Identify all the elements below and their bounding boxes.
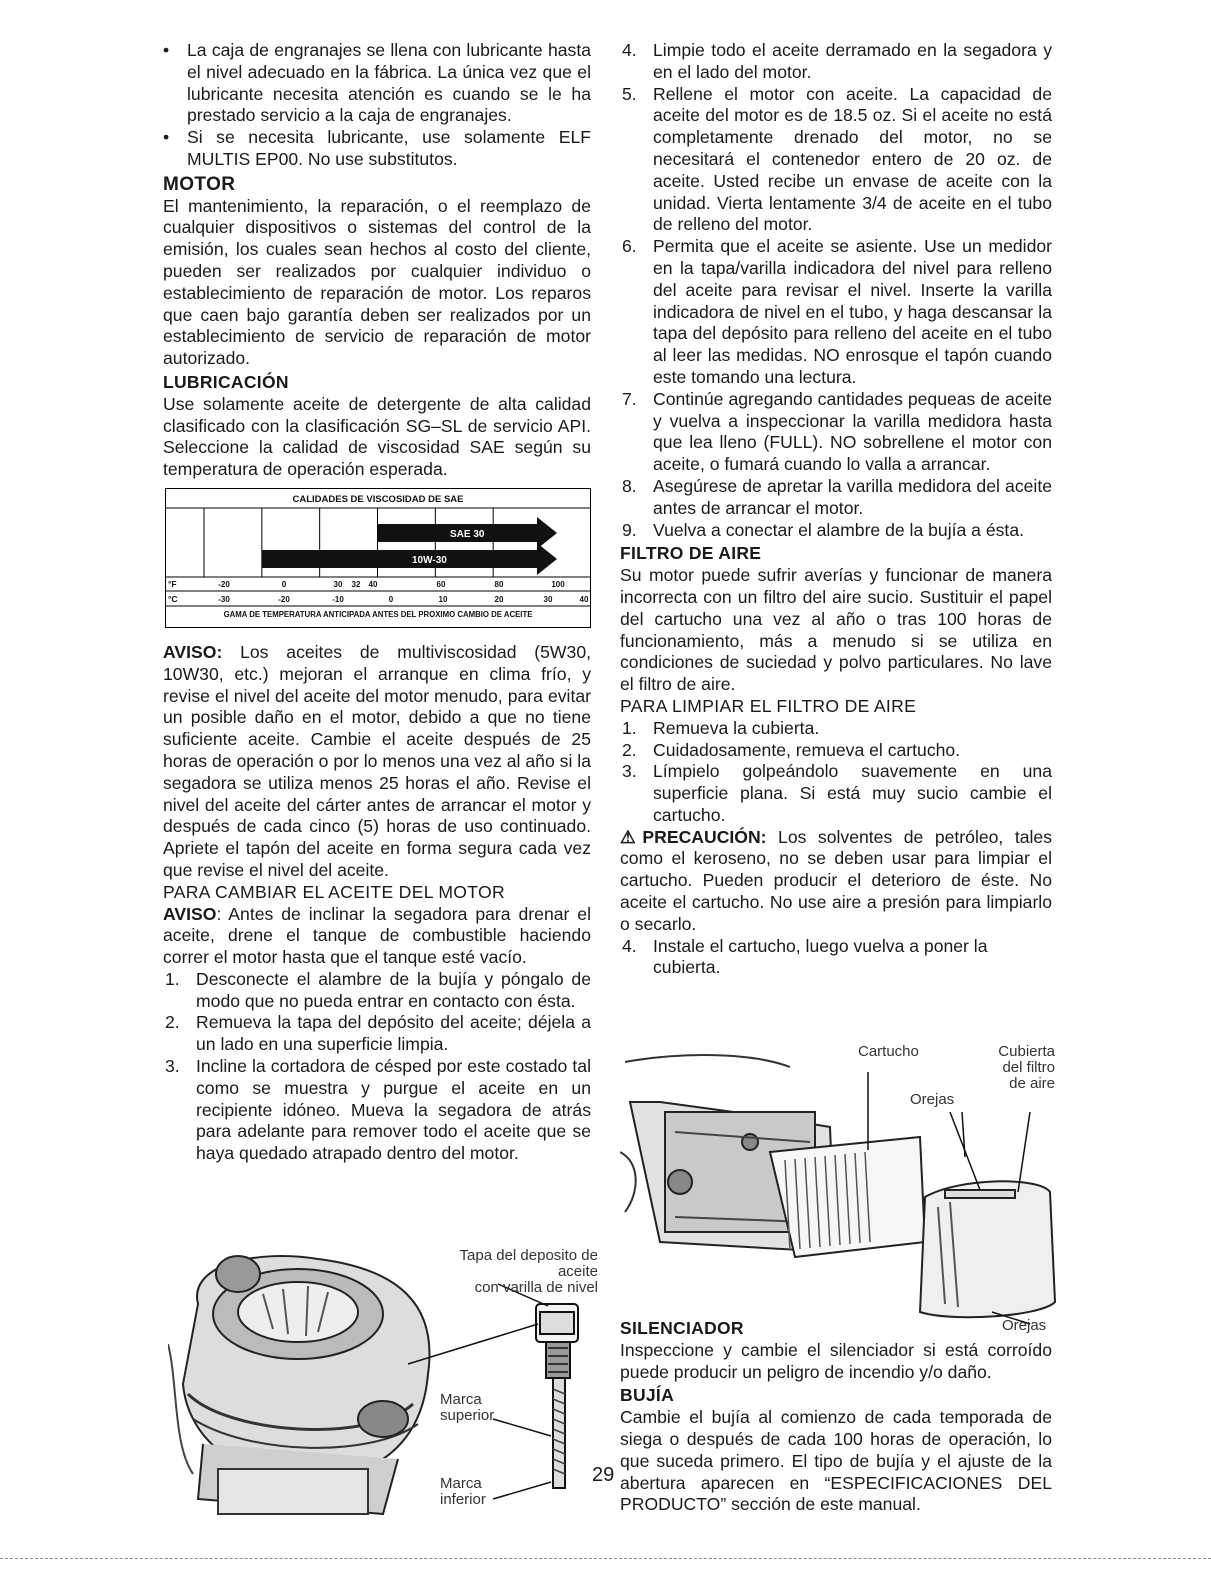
f-tick-label: 0	[281, 579, 287, 589]
f-tick-label: 60	[436, 579, 446, 589]
tapa-label: Tapa del deposito de aceite con varilla de nivel	[459, 1247, 598, 1296]
left-column	[163, 40, 591, 1165]
c-tick-label: 20	[494, 594, 504, 604]
precaucion-label: PRECAUCIÓN:	[642, 826, 767, 847]
step-item: 6. Permita que el aceite se asiente. Use un medidor en la tapa/varilla indicadora del nivel para relleno del aceite para revisar el nivel. Inserte la varilla indicadora de nivel en el tubo, y haga descansar la tapa del depósito para relleno del aceite en el tubo al leer las medidas. NO enrosque el tapón cuando este tomando una lectura.	[622, 236, 1052, 387]
step-item: 4. Instale el cartucho, luego vuelva a poner la cubierta.	[622, 935, 988, 978]
filtro-heading: FILTRO DE AIRE	[620, 543, 762, 564]
precaucion-paragraph: ⚠PRECAUCIÓN: Los solventes de petróleo, tales como el keroseno, no se deben usar para limpiar el cartucho. Pueden producir el deterioro de éste. No aceite el cartucho. No use aire a presión para limpiarlo o secarlo.	[620, 826, 1052, 934]
step-item: 8. Asegúrese de apretar la varilla medidora del aceite antes de arrancar el motor.	[622, 475, 1052, 518]
step-item: 5. Rellene el motor con aceite. La capacidad de aceite del motor es de 18.5 oz. Si el aceite no está completamente drenado del motor, no se necesitará el contenedor entero de 20 oz. de aceite. Usted recibe un envase de aceite con la unidad. Vierta lentamente 3/4 de aceite en el tubo de relleno del motor.	[622, 83, 1052, 235]
step-item: 2. Cuidadosamente, remueva el cartucho.	[622, 739, 961, 760]
orejas-top-label: Orejas	[910, 1091, 955, 1108]
step-item: 1. Remueva la cubierta.	[622, 717, 820, 738]
bullet-icon: •	[163, 127, 170, 148]
cartucho-label: Cartucho	[858, 1043, 919, 1060]
right-bottom-section	[620, 1316, 1052, 1516]
limpiar-filtro-heading: PARA LIMPIAR EL FILTRO DE AIRE	[620, 695, 917, 716]
bullet-item: • La caja de engranajes se llena con lubricante hasta el nivel adecuado en la fábrica. La única vez que el lubricante necesita atención es cuando se le ha prestado servicio a la caja de engranajes.	[163, 40, 591, 126]
step-item: 1. Desconecte el alambre de la bujía y póngalo de modo que no pueda entrar en contacto con ésta.	[165, 968, 591, 1011]
viscosity-bar	[262, 543, 557, 575]
step-item: 7. Continúe agregando cantidades pequeas de aceite y vuelva a inspeccionar la varilla medidora hasta que lea lleno (FULL). NO sobrellene el motor con aceite, o fumará cuando lo valla a arrancar.	[622, 388, 1052, 475]
silenciador-paragraph: Inspeccione y cambie el silenciador si está corroído puede producir un peligro de incendio y/o daño.	[620, 1339, 1052, 1382]
motor-heading: MOTOR	[163, 173, 236, 195]
air-filter-figure	[620, 1042, 1056, 1332]
viscosity-chart-svg	[166, 489, 590, 627]
viscosity-bar-label: SAE 30	[450, 528, 485, 540]
filtro-paragraph: Su motor puede sufrir averías y funcionar de manera incorrecta con un filtro del aire sucio. Sustituir el papel del cartucho una vez al año o tras 100 horas de funcionamiento, más a menudo si se utiliza en condiciones de suciedad y polvo particulares. No lave el filtro de aire.	[620, 565, 1052, 695]
viscosity-bar-label: 10W-30	[412, 554, 447, 566]
bullet-item: • Si se necesita lubricante, use solamente ELF MULTIS EP00. No use substitutos.	[163, 127, 591, 169]
c-tick-label: 0	[388, 594, 394, 604]
c-tick-label: 10	[438, 594, 448, 604]
c-tick-label: -10	[332, 594, 344, 604]
bujia-paragraph: Cambie el bujía al comienzo de cada temporada de siega o después de cada 100 horas de operación, lo que suceda primero. El tipo de bujía y el ajuste de la abertura aparecen en “ESPECIFICACIONES DEL PRODUCTO” sección de este manual.	[620, 1407, 1052, 1515]
f-tick-label: -20	[218, 579, 230, 589]
viscosity-chart	[165, 488, 591, 628]
orejas-bottom-label: Orejas	[1002, 1317, 1047, 1334]
step-item: 2. Remueva la tapa del depósito del aceite; déjela a un lado en una superficie limpia.	[165, 1012, 591, 1055]
lubricacion-heading: LUBRICACIÓN	[163, 371, 289, 392]
c-tick-label: -30	[218, 594, 230, 604]
c-tick-label: 30	[543, 594, 553, 604]
f-tick-label: 32	[351, 579, 361, 589]
f-unit-label: °F	[168, 578, 177, 589]
lubricacion-paragraph: Use solamente aceite de detergente de alta calidad clasificado con la clasificación SG–SL de servicio API. Seleccione la calidad de viscosidad SAE según su temperatura de operación esperada.	[163, 393, 591, 480]
chart-title: CALIDADES DE VISCOSIDAD DE SAE	[292, 493, 464, 505]
c-tick-label: 40	[579, 594, 589, 604]
step-item: 3. Incline la cortadora de césped por este costado tal como se muestra y purgue el aceite en un recipiente idóneo. Mueva la segadora de atrás para adelante para remover todo el aceite que se haya quedado atrapado dentro del motor.	[165, 1056, 591, 1164]
step-item: 9. Vuelva a conectar el alambre de la bujía a ésta.	[622, 519, 1024, 540]
motor-paragraph: El mantenimiento, la reparación, o el reemplazo de cualquier dispositivos o sistemas del control de la emisión, los cuales sean hechos al costo del cliente, pueden ser realizados por cualquier individuo o establecimiento de reparación de motor. Los reparos que caen bajo garantía deben ser realizados por un establecimiento de servicio de reparación de motor autorizado.	[163, 195, 591, 369]
aviso-multiviscosidad: AVISO: Los aceites de multiviscosidad (5W30, 10W30, etc.) mejoran el arranque en clima frío, y revise el nivel del aceite del motor menudo, para evitar un posible daño en el motor, debido a que no tiene suficiente aceite. Cambie el aceite después de 25 horas de operación o por lo menos una vez al año si la segadora se utiliza menos 25 horas el año. Revise el nivel del aceite del cárter antes de arrancar el motor y después de cada cinco (5) horas de uso continuado. Apriete el tapón del aceite en forma segura cada vez que revise el nivel del aceite.	[163, 641, 591, 880]
cambiar-aceite-heading: PARA CAMBIAR EL ACEITE DEL MOTOR	[163, 881, 506, 902]
aviso-drenar: AVISO: Antes de inclinar la segadora para drenar el aceite, drene el tanque de combustible haciendo correr el motor hasta que el tanque esté vacío.	[163, 903, 591, 968]
f-tick-label: 100	[551, 579, 565, 589]
engine-dipstick-figure	[168, 1244, 598, 1534]
warning-icon: ⚠	[620, 826, 643, 847]
bujia-heading: BUJÍA	[620, 1385, 675, 1406]
f-tick-label: 30	[333, 579, 343, 589]
marca-superior-label: Marca superior	[440, 1391, 495, 1424]
right-column	[620, 40, 1052, 979]
bottom-divider	[0, 1558, 1211, 1559]
bullet-icon: •	[163, 40, 170, 60]
page-number: 29	[592, 1464, 615, 1486]
silenciador-heading: SILENCIADOR	[620, 1318, 744, 1338]
step-item: 4. Limpie todo el aceite derramado en la segadora y en el lado del motor.	[622, 40, 1052, 82]
aviso-label: AVISO	[163, 903, 217, 924]
chart-footer: GAMA DE TEMPERATURA ANTICIPADA ANTES DEL PROXIMO CAMBIO DE ACEITE	[223, 609, 533, 619]
cubierta-label: Cubierta del filtro de aire	[998, 1043, 1055, 1092]
step-item: 3. Límpielo golpeándolo suavemente en una superficie plana. Si está muy sucio cambie el cartucho.	[622, 761, 1052, 825]
f-tick-label: 80	[494, 579, 504, 589]
c-unit-label: °C	[168, 593, 178, 604]
marca-inferior-label: Marca inferior	[440, 1475, 486, 1508]
c-tick-label: -20	[278, 594, 290, 604]
aviso-label: AVISO:	[163, 641, 223, 662]
f-tick-label: 40	[368, 579, 378, 589]
